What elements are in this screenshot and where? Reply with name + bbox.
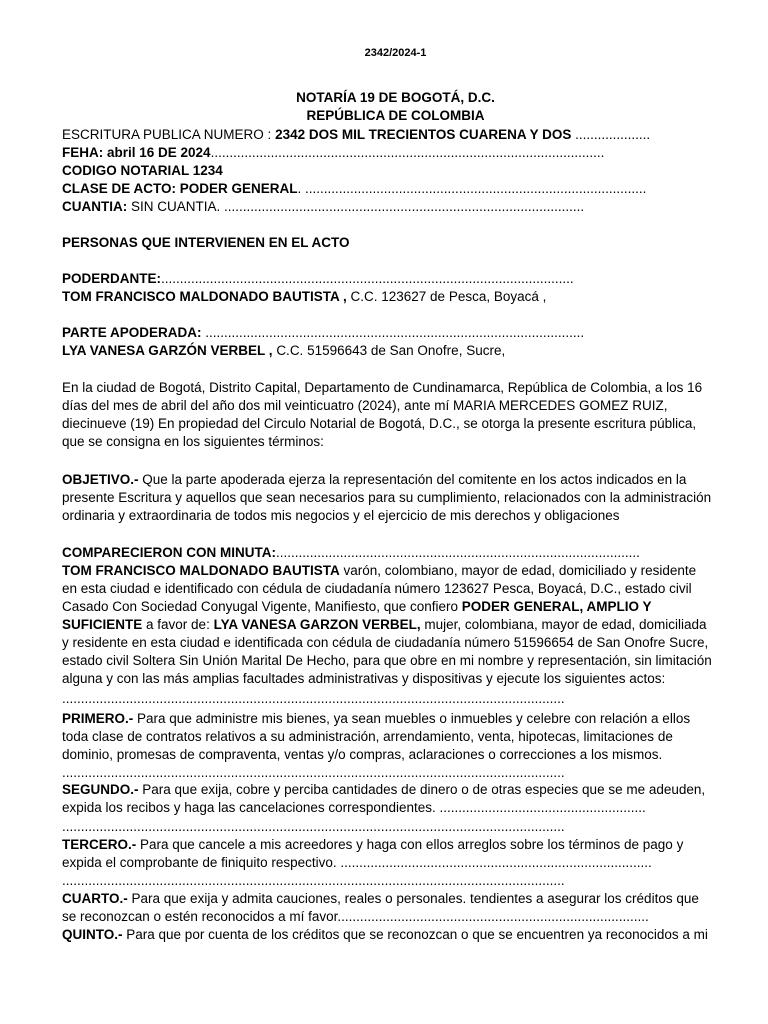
tercero-line-1 [62,836,683,854]
comparecieron-text: mujer, colombiana, mayor de edad, domiciliada [424,617,707,632]
quinto-text: Para que por cuenta de los créditos que se reconozcan o que se encuentren ya reconocidos a mi [126,927,708,942]
cuantia-line [62,198,584,216]
objetivo-text: Que la parte apoderada ejerza la representación del comitente en los actos indicados en la [142,472,687,487]
tercero-text: Para que cancele a mis acreedores y haga con ellos arreglos sobre los términos de pago y [140,837,684,852]
primero-label: PRIMERO.- [62,711,134,726]
apoderada-name-inline: LYA VANESA GARZON VERBEL, [213,617,421,632]
feha-label: FEHA: abril 16 DE 2024 [62,145,211,160]
poderdante-id: C.C. 123627 de Pesca, Boyacá , [350,289,547,304]
notary-title: NOTARÍA 19 DE BOGOTÁ, D.C. [296,90,495,105]
comparecieron-label: COMPARECIERON CON MINUTA: [62,545,276,560]
primero-line-2: toda clase de contratos relativos a su administración, arrendamiento, venta, hipotecas, limitaciones de [62,729,673,744]
comparecieron-line-5: y residente en esta ciudad e identificada con cédula de ciudadanía número 51596654 de San Onofre Sucre, [62,635,709,650]
apoderada-label: PARTE APODERADA: [62,325,202,340]
cuarto-line-2: se reconozcan o estén reconocidos a mí favor................................................................................... [62,909,649,924]
document-number: 2342/2024-1 [364,47,427,59]
dot-leader: .............................................................................................................. [161,271,574,286]
intro-line-4: que se consigna en los siguientes términos: [62,434,324,449]
poderdante-name: TOM FRANCISCO MALDONADO BAUTISTA , [62,289,347,304]
cuarto-label: CUARTO.- [62,891,128,906]
quinto-label: QUINTO.- [62,927,123,942]
objetivo-line-1 [62,471,686,489]
primero-line-3: dominio, promesas de compraventa, ventas y/o compras, aclaraciones o correcciones a los mismos. [62,747,663,762]
primero-line-1 [62,710,690,728]
poderdante-identity [62,288,546,306]
dot-leader: ..................................................................................................... [205,325,585,340]
dot-leader: ......................................................................................................... [210,145,605,160]
quinto-line-1 [62,926,708,944]
primero-text: Para que administre mis bienes, ya sean muebles o inmuebles y celebre con relación a ellos [137,711,691,726]
segundo-line-1 [62,781,705,799]
apoderada-name: LYA VANESA GARZÓN VERBEL , [62,343,273,358]
segundo-line-2: expida los recibos y haga las cancelaciones correspondientes. ....................................................... [62,800,646,815]
intro-line-1: En la ciudad de Bogotá, Distrito Capital, Departamento de Cundinamarca, República de Colombia, a los 16 [62,380,703,395]
country-title: REPÚBLICA DE COLOMBIA [306,108,485,123]
comparecieron-line-2: en esta ciudad e identificado con cédula de ciudadanía número 123627 Pesca, Boyacá, D.C., estado civil [62,581,692,596]
apoderada-identity [62,342,505,360]
poder-general-term: PODER GENERAL, AMPLIO Y [461,599,652,614]
comparecieron-line-7: alguna y con las más amplias facultades administrativas y dispositivas y ejecute los siguientes actos: [62,671,666,686]
dot-separator: ...................................................................................................................................... [62,873,565,888]
poderdante-label: PODERDANTE: [62,271,162,286]
objetivo-line-3: ordinaria y extraordinaria de todos mis negocios y el ejercicio de mis derechos y obligaciones [62,508,620,523]
clase-label: CLASE DE ACTO: PODER GENERAL [62,181,298,196]
feha-line [62,144,604,162]
apoderada-line [62,324,584,342]
comparecieron-text: a favor de: [146,617,210,632]
intro-line-2: días del mes de abril del año dos mil veinticuatro (2024), ante mí MARIA MERCEDES GOMEZ RUIZ, [62,398,668,413]
tercero-line-2: expida el comprobante de finiquito respectivo. ................................................................................... [62,855,652,870]
apoderada-id: C.C. 51596643 de San Onofre, Sucre, [276,343,506,358]
suficiente-term: SUFICIENTE [62,617,143,632]
cuantia-value: SIN CUANTIA. ................................................................................................ [131,199,585,214]
clase-line [62,180,646,198]
dot-leader: .................... [575,127,651,142]
comparecieron-line-6: estado civil Soltera Sin Unión Marital De Hecho, para que obre en mi nombre y representación, sin limitación [62,653,712,668]
escritura-line [62,126,650,144]
escritura-label: ESCRITURA PUBLICA NUMERO : [62,127,272,142]
intro-line-3: diecinueve (19) En propiedad del Circulo Notarial de Bogotá, D.C., se otorga la presente escritura pública, [62,416,697,431]
segundo-text: Para que exija, cobre y perciba cantidades de dinero o de otras especies que se me adeuden, [142,782,706,797]
segundo-label: SEGUNDO.- [62,782,139,797]
comparecieron-name: TOM FRANCISCO MALDONADO BAUTISTA [62,563,340,578]
comparecieron-text: Casado Con Sociedad Conyugal Vigente, Manifiesto, que confiero [62,599,459,614]
personas-heading: PERSONAS QUE INTERVIENEN EN EL ACTO [62,235,350,250]
dot-separator: ...................................................................................................................................... [62,691,565,706]
poderdante-line [62,270,574,288]
dot-separator: ...................................................................................................................................... [62,819,565,834]
comparecieron-line-3 [62,598,652,616]
comparecieron-line-4 [62,616,707,634]
comparecieron-line-1 [62,562,696,580]
escritura-value: 2342 DOS MIL TRECIENTOS CUARENA Y DOS [275,127,572,142]
objetivo-line-2: presente Escritura y aquellos que sean necesarios para su cumplimiento, relacionados con la administración [62,490,712,505]
comparecieron-line [62,544,640,562]
objetivo-label: OBJETIVO.- [62,472,139,487]
cuarto-line-1 [62,890,699,908]
codigo-notarial: CODIGO NOTARIAL 1234 [62,163,223,178]
cuarto-text: Para que exija y admita cauciones, reales o personales. tendientes a asegurar los créditos que [131,891,699,906]
comparecieron-text: varón, colombiano, mayor de edad, domiciliado y residente [343,563,697,578]
dot-separator: ...................................................................................................................................... [62,765,565,780]
dot-leader: ................................................................................................. [276,545,640,560]
cuantia-label: CUANTIA: [62,199,128,214]
dot-leader: . ........................................................................................... [297,181,647,196]
tercero-label: TERCERO.- [62,837,137,852]
